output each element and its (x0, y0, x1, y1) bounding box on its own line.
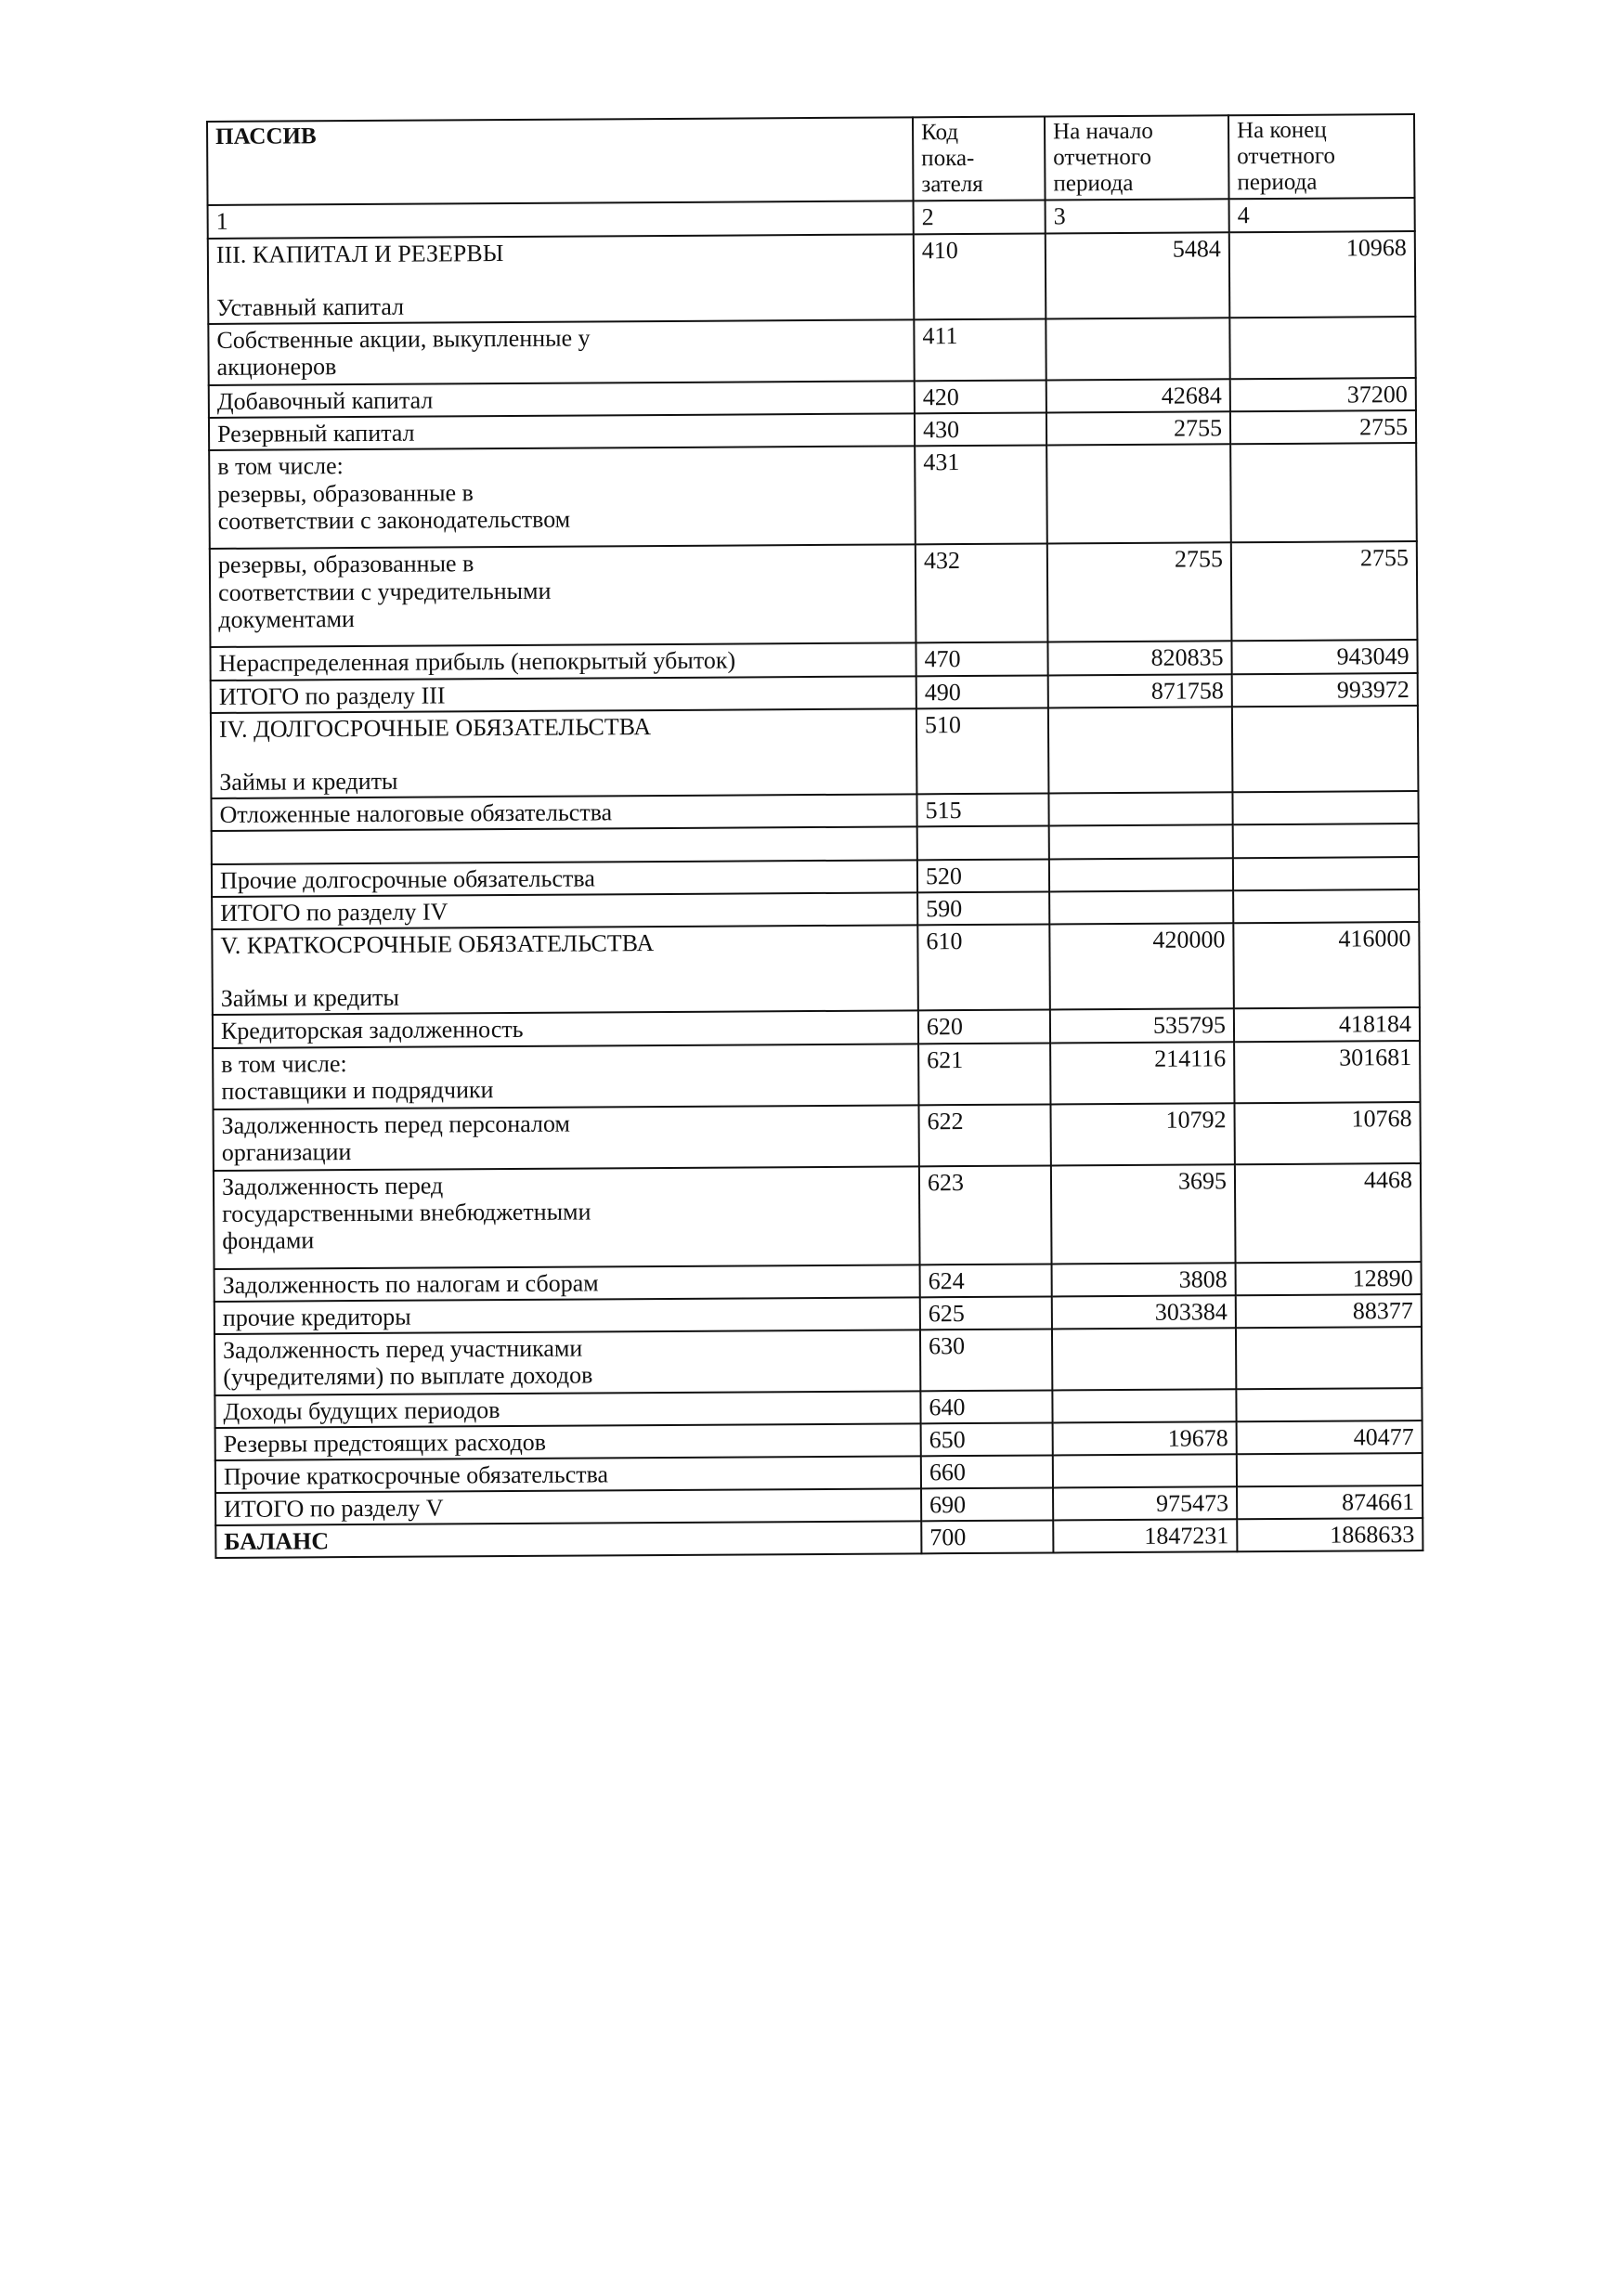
row-label (212, 826, 917, 864)
end-period-value: 40477 (1237, 1420, 1423, 1454)
end-period-value: 10768 (1234, 1102, 1420, 1164)
end-period-value (1236, 1327, 1422, 1389)
end-period-value (1233, 857, 1419, 890)
row-code: 660 (921, 1455, 1053, 1488)
start-period-value: 535795 (1050, 1009, 1234, 1043)
end-period-value (1232, 791, 1418, 824)
column-number: 2 (914, 200, 1046, 234)
row-label-line: Кредиторская задолженность (220, 1016, 524, 1045)
row-code: 520 (917, 859, 1049, 892)
start-period-value: 5484 (1046, 232, 1230, 318)
row-label-line: Займы и кредиты (219, 767, 398, 796)
table-row (208, 317, 1415, 385)
row-label (212, 860, 917, 897)
start-period-column-header: На начало отчетного периода (1045, 115, 1229, 200)
row-label-line: Уставный капитал (216, 292, 405, 322)
table-row (213, 1041, 1420, 1109)
row-label (215, 1522, 921, 1559)
end-period-column-header: На конец отчетного периода (1228, 114, 1415, 199)
row-code: 432 (916, 544, 1048, 643)
start-period-value: 871758 (1048, 674, 1232, 707)
balance-sheet-page (206, 113, 1422, 1559)
row-label-line: Задолженность перед участниками (223, 1334, 583, 1364)
row-label-line: Займы и кредиты (220, 984, 399, 1013)
end-period-value: 12890 (1236, 1262, 1422, 1295)
row-code: 610 (917, 925, 1050, 1011)
row-label-line: ИТОГО по разделу III (218, 681, 446, 710)
row-label (213, 1011, 918, 1048)
row-label (214, 1105, 919, 1171)
end-period-value (1237, 1453, 1423, 1486)
start-period-value: 3808 (1052, 1263, 1236, 1296)
row-code: 510 (916, 707, 1049, 794)
row-label-line: Доходы будущих периодов (223, 1395, 500, 1425)
row-label-line: в том числе: (221, 1049, 347, 1078)
row-code: 625 (920, 1296, 1052, 1330)
start-period-value: 2755 (1046, 412, 1230, 446)
start-period-value: 3695 (1051, 1164, 1236, 1264)
end-period-value: 2755 (1230, 410, 1416, 444)
end-period-value: 1868633 (1237, 1518, 1423, 1551)
row-label-line: акционеров (216, 353, 337, 382)
row-label-line: БАЛАНС (224, 1527, 330, 1556)
start-period-value: 10792 (1050, 1103, 1234, 1165)
row-label-line: поставщики и подрядчики (221, 1075, 494, 1105)
row-label (211, 708, 917, 798)
row-code: 623 (919, 1165, 1052, 1265)
row-code: 650 (921, 1422, 1053, 1456)
start-period-value (1048, 792, 1232, 825)
table-row (215, 1518, 1423, 1558)
row-label (211, 794, 916, 831)
table-row (214, 1102, 1421, 1171)
row-code: 410 (914, 233, 1046, 319)
row-label-line: Отложенные налоговые обязательства (219, 798, 613, 828)
end-period-value: 943049 (1231, 640, 1417, 673)
row-label-line: резервы, образованные в (217, 550, 474, 579)
start-period-value: 975473 (1053, 1486, 1237, 1520)
row-label-line: Нераспределенная прибыль (непокрытый убыток) (218, 646, 736, 678)
row-label (214, 1297, 920, 1334)
liabilities-table (206, 113, 1423, 1559)
row-label-line: Прочие краткосрочные обязательства (223, 1460, 609, 1490)
row-code: 621 (918, 1043, 1050, 1105)
start-period-value: 420000 (1049, 923, 1234, 1009)
row-code: 630 (920, 1329, 1052, 1391)
row-label (214, 1265, 920, 1302)
row-label-line: Задолженность по налогам и сборам (222, 1268, 599, 1299)
start-period-value: 42684 (1046, 379, 1230, 412)
row-code: 430 (915, 413, 1046, 447)
row-label (212, 892, 917, 929)
start-period-value: 214116 (1050, 1042, 1234, 1104)
row-label-line: соответствии с учредительными (218, 577, 552, 606)
row-label-line: резервы, образованные в (217, 478, 474, 508)
row-label (209, 414, 915, 451)
column-number: 4 (1229, 198, 1415, 232)
start-period-value (1049, 890, 1233, 924)
start-period-value (1046, 445, 1231, 544)
table-row (214, 1327, 1422, 1395)
table-row (212, 922, 1420, 1015)
table-title: ПАССИВ (207, 117, 914, 205)
start-period-value (1053, 1454, 1237, 1487)
row-code: 700 (921, 1521, 1053, 1554)
row-label (215, 1488, 921, 1525)
table-row (214, 1163, 1422, 1269)
row-label (214, 1166, 920, 1269)
end-period-value: 2755 (1231, 541, 1418, 641)
start-period-value (1049, 858, 1233, 891)
end-period-value (1233, 889, 1419, 923)
start-period-value (1052, 1328, 1236, 1390)
end-period-value (1230, 443, 1417, 542)
row-label-line: Задолженность перед персоналом (221, 1109, 571, 1139)
start-period-value (1046, 318, 1229, 380)
column-number: 3 (1046, 199, 1229, 233)
end-period-value: 874661 (1237, 1485, 1423, 1519)
row-label-line: соответствии с законодательством (217, 505, 571, 535)
start-period-value (1048, 707, 1233, 793)
row-code: 515 (916, 793, 1048, 826)
row-label-line: ИТОГО по разделу V (224, 1494, 444, 1523)
row-code: 640 (920, 1390, 1052, 1423)
row-label-line: Собственные акции, выкупленные у (216, 324, 591, 355)
end-period-value: 301681 (1234, 1041, 1420, 1103)
start-period-value: 820835 (1047, 642, 1231, 675)
row-label (209, 382, 915, 419)
row-label-line: документами (218, 604, 356, 633)
row-code: 420 (915, 381, 1046, 414)
section-title: III. КАПИТАЛ И РЕЗЕРВЫ (215, 240, 504, 268)
row-code: 622 (918, 1104, 1050, 1166)
end-period-value: 993972 (1232, 673, 1418, 707)
section-title: IV. ДОЛГОСРОЧНЫЕ ОБЯЗАТЕЛЬСТВА (218, 712, 652, 743)
start-period-value (1052, 1389, 1236, 1422)
start-period-value (1049, 824, 1233, 859)
row-code: 690 (921, 1488, 1053, 1522)
row-code: 470 (916, 642, 1047, 676)
start-period-value: 303384 (1052, 1295, 1236, 1329)
row-label (209, 447, 916, 550)
end-period-value (1229, 317, 1415, 379)
row-label (212, 926, 918, 1016)
column-number: 1 (208, 201, 914, 239)
row-label (208, 234, 915, 324)
end-period-value: 10968 (1229, 231, 1416, 318)
row-label-line: Резервный капитал (216, 419, 415, 448)
end-period-value (1233, 824, 1419, 858)
end-period-value (1236, 1388, 1422, 1421)
row-label-line: в том числе: (217, 452, 344, 481)
row-label-line (220, 829, 909, 834)
row-code: 620 (918, 1010, 1050, 1044)
row-code: 624 (920, 1264, 1052, 1297)
row-label (215, 1423, 921, 1460)
start-period-value: 2755 (1047, 543, 1232, 642)
table-row (211, 706, 1419, 798)
row-label-line: прочие кредиторы (222, 1303, 411, 1331)
end-period-value: 88377 (1236, 1294, 1422, 1328)
row-label-line: Прочие долгосрочные обязательства (219, 864, 595, 894)
row-label (210, 643, 916, 681)
row-label (211, 676, 916, 713)
row-label-line: ИТОГО по разделу IV (220, 898, 448, 927)
row-label-line: государственными внебюджетными (222, 1198, 591, 1227)
row-label-line: Добавочный капитал (216, 386, 434, 416)
code-column-header: Код пока- зателя (913, 116, 1046, 201)
row-label (213, 1044, 918, 1109)
end-period-value: 4468 (1235, 1163, 1422, 1263)
row-label (214, 1330, 920, 1395)
table-header-row (207, 114, 1415, 205)
row-label (210, 545, 916, 648)
end-period-value: 37200 (1230, 378, 1416, 411)
start-period-value: 19678 (1053, 1421, 1237, 1455)
start-period-value: 1847231 (1053, 1519, 1237, 1552)
end-period-value (1232, 706, 1419, 792)
row-label (214, 1391, 920, 1428)
row-label (215, 1456, 921, 1493)
row-code: 590 (917, 892, 1049, 926)
row-label-line: организации (221, 1137, 352, 1166)
table-row (210, 541, 1418, 647)
end-period-value: 418184 (1234, 1007, 1420, 1041)
row-code: 490 (916, 675, 1048, 708)
row-code: 431 (915, 446, 1047, 545)
row-code (917, 825, 1049, 860)
section-title: V. КРАТКОСРОЧНЫЕ ОБЯЗАТЕЛЬСТВА (220, 929, 655, 960)
row-label-line: Резервы предстоящих расходов (223, 1428, 547, 1458)
table-row (209, 443, 1417, 549)
row-label-line: фондами (222, 1226, 315, 1254)
table-row (208, 231, 1416, 324)
row-label-line: (учредителями) по выплате доходов (223, 1361, 593, 1391)
row-code: 411 (914, 319, 1046, 382)
end-period-value: 416000 (1233, 922, 1420, 1008)
row-label (208, 320, 914, 386)
row-label-line: Задолженность перед (221, 1171, 444, 1200)
